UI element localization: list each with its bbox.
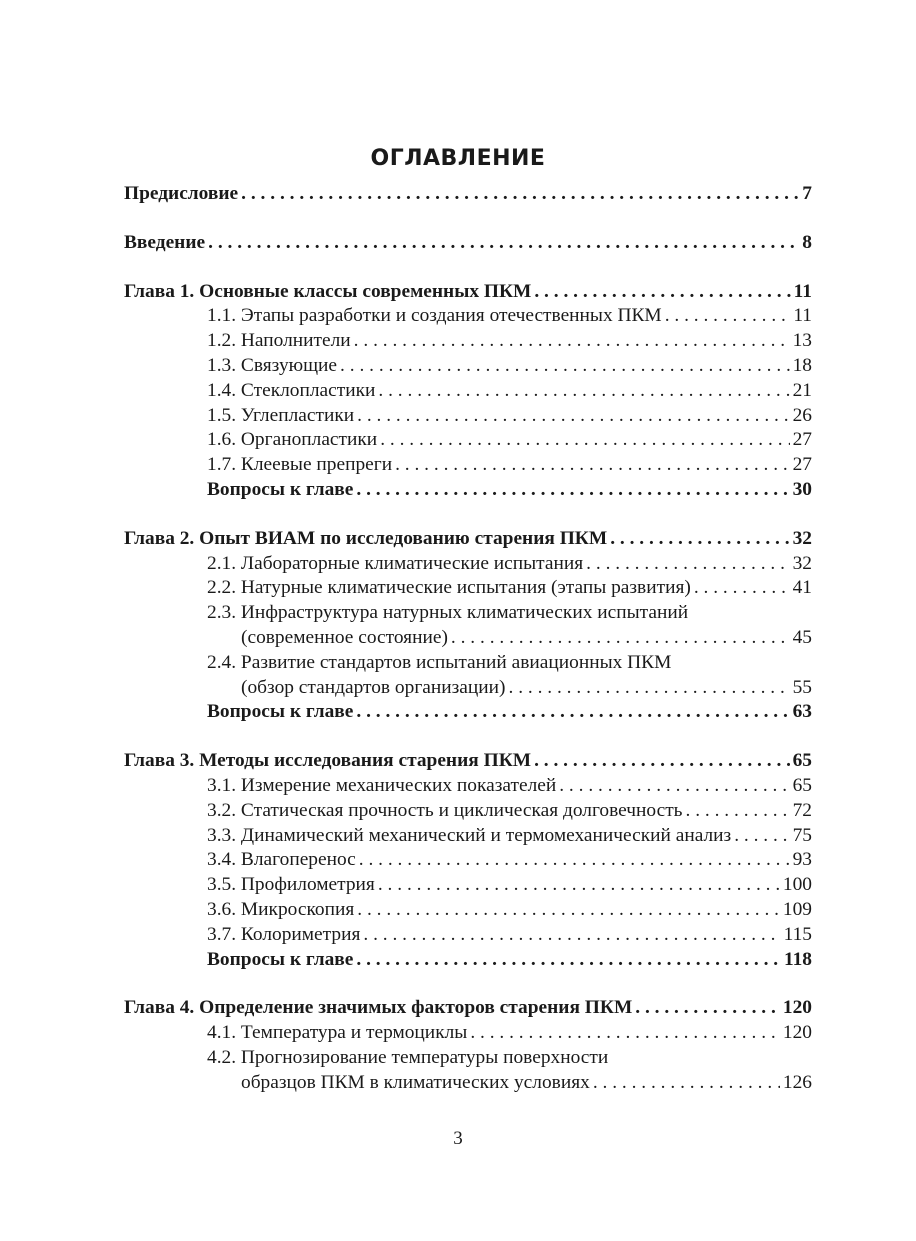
toc-entry-page: 115 xyxy=(783,923,812,945)
toc-entry-label: 1.7. Клеевые препреги xyxy=(207,454,393,476)
toc-entry-page: 8 xyxy=(802,231,812,253)
toc-leader-dots xyxy=(610,527,789,552)
toc-entry-page: 75 xyxy=(792,824,812,846)
toc-entry-page: 126 xyxy=(782,1071,812,1093)
toc-entry-label: 1.3. Связующие xyxy=(207,354,338,376)
toc-entry-page: 63 xyxy=(792,701,812,723)
toc-leader-dots xyxy=(208,231,799,256)
toc-gap xyxy=(124,725,812,749)
toc-chapter-entry[interactable] xyxy=(124,996,812,1021)
toc-chapter-entry[interactable] xyxy=(124,280,812,305)
toc-section-entry[interactable] xyxy=(124,824,812,849)
toc-section-entry[interactable] xyxy=(124,676,812,701)
toc-leader-dots xyxy=(356,478,789,503)
toc-entry-label: Введение xyxy=(124,231,206,253)
toc-entry-page: 11 xyxy=(793,280,812,302)
toc-section-entry[interactable] xyxy=(124,354,812,379)
toc-entry-label: Глава 2. Опыт ВИАМ по исследованию старения ПКМ xyxy=(124,527,608,549)
toc-entry-page: 65 xyxy=(792,750,812,772)
toc-entry-page: 32 xyxy=(792,527,812,549)
toc-leader-dots xyxy=(586,552,789,577)
toc-section-entry[interactable] xyxy=(124,626,812,651)
toc-entry-label: 3.6. Микроскопия xyxy=(207,898,355,920)
toc-entry-label: 3.3. Динамический механический и термомеханический анализ xyxy=(207,824,732,846)
toc-entry-page: 21 xyxy=(792,379,812,401)
toc-section-entry[interactable] xyxy=(124,1046,812,1071)
toc-gap xyxy=(124,503,812,527)
table-of-contents xyxy=(124,182,812,1096)
toc-entry-page: 120 xyxy=(782,1022,812,1044)
toc-leader-dots xyxy=(470,1021,780,1046)
toc-entry-page: 93 xyxy=(792,849,812,871)
toc-section-entry[interactable] xyxy=(124,848,812,873)
toc-entry-page: 72 xyxy=(792,799,812,821)
toc-leader-dots xyxy=(354,329,790,354)
toc-section-entry[interactable] xyxy=(124,428,812,453)
toc-gap xyxy=(124,207,812,231)
toc-entry-label: Глава 1. Основные классы современных ПКМ xyxy=(124,280,532,302)
toc-entry-page: 109 xyxy=(782,898,812,920)
toc-leader-dots xyxy=(534,280,790,305)
toc-leader-dots xyxy=(356,700,789,725)
toc-entry-label: Глава 3. Методы исследования старения ПКМ xyxy=(124,750,532,772)
toc-entry-page: 13 xyxy=(792,330,812,352)
toc-entry-label: Предисловие xyxy=(124,183,239,204)
toc-entry-label: Вопросы к главе xyxy=(207,478,354,500)
toc-entry-label: 3.5. Профилометрия xyxy=(207,874,375,896)
toc-section-entry[interactable] xyxy=(124,1071,812,1096)
toc-leader-dots xyxy=(665,304,791,329)
toc-entry-page: 11 xyxy=(793,305,812,327)
toc-section-entry[interactable] xyxy=(124,576,812,601)
page-title: ОГЛАВЛЕНИЕ xyxy=(370,146,546,171)
toc-section-entry[interactable] xyxy=(124,379,812,404)
toc-entry-label: 1.2. Наполнители xyxy=(207,330,351,352)
toc-entry-label: образцов ПКМ в климатических условиях xyxy=(241,1071,590,1093)
toc-leader-dots xyxy=(686,799,790,824)
toc-leader-dots xyxy=(395,453,790,478)
toc-gap xyxy=(124,256,812,280)
toc-leader-dots xyxy=(534,749,790,774)
toc-leader-dots xyxy=(356,948,781,973)
toc-leader-dots xyxy=(378,379,789,404)
toc-leader-dots xyxy=(340,354,790,379)
toc-entry-label: 1.1. Этапы разработки и создания отечественных ПКМ xyxy=(207,305,662,327)
toc-section-entry[interactable] xyxy=(124,552,812,577)
toc-section-entry[interactable] xyxy=(124,873,812,898)
toc-section-entry[interactable] xyxy=(124,329,812,354)
toc-entry-page: 65 xyxy=(792,774,812,796)
toc-entry-page: 41 xyxy=(792,577,812,599)
toc-section-entry[interactable] xyxy=(124,948,812,973)
toc-entry-label: Вопросы к главе xyxy=(207,701,354,723)
toc-section-entry[interactable] xyxy=(124,304,812,329)
toc-entry-label: 1.6. Органопластики xyxy=(207,429,378,451)
toc-entry-page: 30 xyxy=(792,478,812,500)
toc-leader-dots xyxy=(359,848,790,873)
toc-leader-dots xyxy=(357,898,780,923)
toc-entry-label: Вопросы к главе xyxy=(207,948,354,970)
toc-entry-label: 2.3. Инфраструктура натурных климатических испытаний xyxy=(207,602,689,624)
toc-entry-page: 120 xyxy=(782,997,812,1019)
toc-entry-page: 18 xyxy=(792,354,812,376)
toc-section-entry[interactable] xyxy=(124,799,812,824)
toc-chapter-entry[interactable] xyxy=(124,749,812,774)
toc-section-entry[interactable] xyxy=(124,898,812,923)
toc-entry-label: 3.4. Влагоперенос xyxy=(207,849,356,871)
toc-chapter-entry[interactable] xyxy=(124,527,812,552)
toc-section-entry[interactable] xyxy=(124,478,812,503)
toc-leader-dots xyxy=(559,774,789,799)
toc-entry-label: Глава 4. Определение значимых факторов старения ПКМ xyxy=(124,997,633,1019)
toc-leader-dots xyxy=(380,428,789,453)
toc-entry-page: 7 xyxy=(802,183,812,204)
toc-entry-page: 27 xyxy=(792,454,812,476)
toc-chapter-entry[interactable] xyxy=(124,182,812,207)
toc-section-entry[interactable] xyxy=(124,404,812,429)
toc-entry-label: 1.4. Стеклопластики xyxy=(207,379,376,401)
toc-entry-page: 100 xyxy=(782,874,812,896)
toc-section-entry[interactable] xyxy=(124,651,812,676)
toc-section-entry[interactable] xyxy=(124,923,812,948)
toc-leader-dots xyxy=(734,824,789,849)
toc-section-entry[interactable] xyxy=(124,774,812,799)
toc-entry-label: 3.2. Статическая прочность и циклическая долговечность xyxy=(207,799,683,821)
page-number: 3 xyxy=(453,1128,463,1149)
toc-section-entry[interactable] xyxy=(124,700,812,725)
toc-leader-dots xyxy=(509,676,790,701)
toc-leader-dots xyxy=(593,1071,780,1096)
toc-section-entry[interactable] xyxy=(124,453,812,478)
toc-entry-label: 2.1. Лабораторные климатические испытания xyxy=(207,552,584,574)
toc-leader-dots xyxy=(635,996,780,1021)
toc-entry-page: 26 xyxy=(792,404,812,426)
toc-leader-dots xyxy=(378,873,780,898)
toc-section-entry[interactable] xyxy=(124,601,812,626)
toc-entry-label: 3.7. Колориметрия xyxy=(207,923,361,945)
toc-leader-dots xyxy=(357,404,789,429)
toc-entry-label: 1.5. Углепластики xyxy=(207,404,355,426)
toc-gap xyxy=(124,972,812,996)
toc-entry-page: 32 xyxy=(792,552,812,574)
toc-section-entry[interactable] xyxy=(124,1021,812,1046)
toc-leader-dots xyxy=(241,182,799,207)
toc-entry-page: 55 xyxy=(792,676,812,698)
toc-chapter-entry[interactable] xyxy=(124,231,812,256)
toc-entry-label: 3.1. Измерение механических показателей xyxy=(207,774,557,796)
toc-entry-label: (современное состояние) xyxy=(241,626,448,648)
toc-entry-label: 4.2. Прогнозирование температуры поверхности xyxy=(207,1046,609,1068)
toc-leader-dots xyxy=(694,576,790,601)
toc-entry-label: 4.1. Температура и термоциклы xyxy=(207,1022,468,1044)
toc-entry-label: 2.4. Развитие стандартов испытаний авиационных ПКМ xyxy=(207,651,672,673)
toc-entry-page: 27 xyxy=(792,429,812,451)
toc-entry-page: 45 xyxy=(792,626,812,648)
toc-leader-dots xyxy=(451,626,790,651)
toc-leader-dots xyxy=(363,923,780,948)
toc-entry-label: 2.2. Натурные климатические испытания (этапы развития) xyxy=(207,577,691,599)
toc-entry-label: (обзор стандартов организации) xyxy=(241,676,506,698)
toc-entry-page: 118 xyxy=(783,948,812,970)
